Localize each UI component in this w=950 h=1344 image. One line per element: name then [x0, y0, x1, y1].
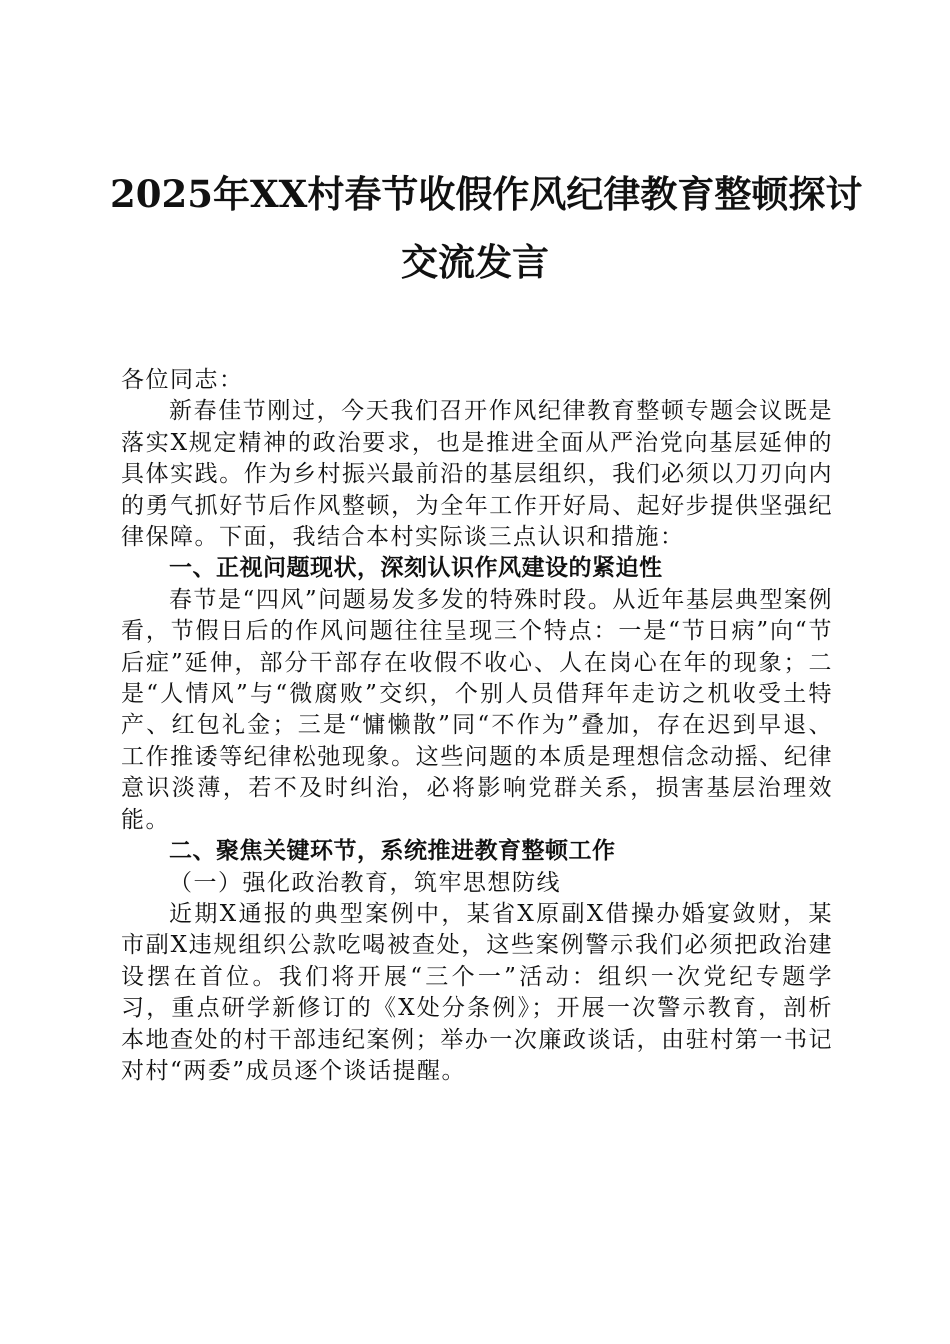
section-1-heading: 一、正视问题现状，深刻认识作风建设的紧迫性	[169, 555, 663, 582]
document-body	[121, 365, 833, 1087]
document-title-line-1: 2025年XX村春节收假作风纪律教育整顿探讨	[110, 172, 863, 216]
salutation: 各位同志：	[121, 367, 244, 393]
section-1-paragraph: 春节是“四风”问题易发多发的特殊时段。从近年基层典型案例看，节假日后的作风问题往往呈现三个特点：一是“节日病”向“节后症”延伸，部分干部存在收假不收心、人在岗心在年的现象；二是“人情风”与“微腐败”交织，个别人员借拜年走访之机收受土特产、红包礼金；三是“慵懒散”同“不作为”叠加，存在迟到早退、工作推诿等纪律松弛现象。这些问题的本质是理想信念动摇、纪律意识淡薄，若不及时纠治，必将影响党群关系，损害基层治理效能。	[121, 586, 833, 833]
document-title-line-2: 交流发言	[401, 240, 549, 284]
section-2-heading: 二、聚焦关键环节，系统推进教育整顿工作	[169, 838, 616, 865]
intro-paragraph: 新春佳节刚过，今天我们召开作风纪律教育整顿专题会议既是落实X规定精神的政治要求，也是推进全面从严治党向基层延伸的具体实践。作为乡村振兴最前沿的基层组织，我们必须以刀刃向内的勇气抓好节后作风整顿，为全年工作开好局、起好步提供坚强纪律保障。下面，我结合本村实际谈三点认识和措施：	[121, 398, 833, 551]
subsection-1-paragraph: 近期X通报的典型案例中，某省X原副X借操办婚宴敛财，某市副X违规组织公款吃喝被查处，这些案例警示我们必须把政治建设摆在首位。我们将开展“三个一”活动：组织一次党纪专题学习，重点研学新修订的《X处分条例》；开展一次警示教育，剖析本地查处的村干部违纪案例；举办一次廉政谈话，由驻村第一书记对村“两委”成员逐个谈话提醒。	[121, 900, 833, 1084]
subsection-1-heading: （一）强化政治教育，筑牢思想防线	[169, 869, 561, 896]
